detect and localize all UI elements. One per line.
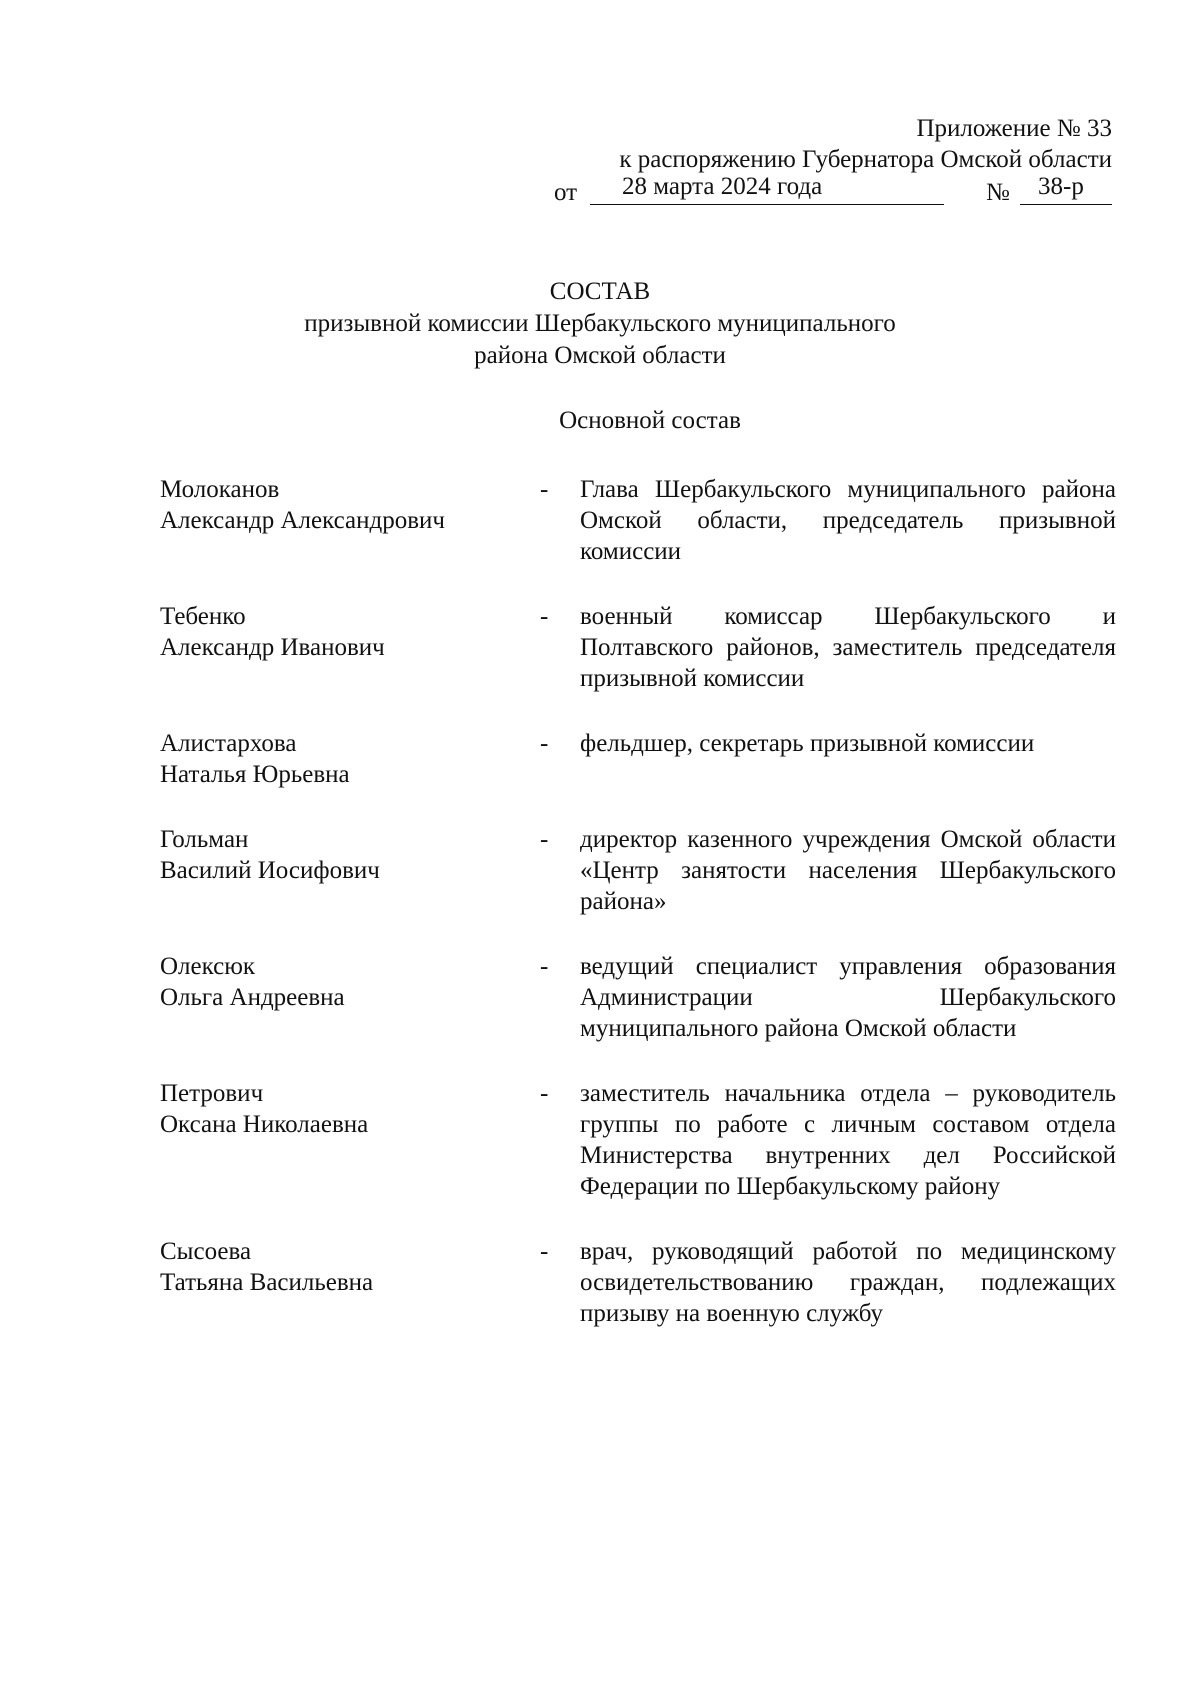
member-surname: Сысоева — [160, 1238, 252, 1265]
member-row — [160, 1236, 1120, 1329]
member-role: фельдшер, секретарь призывной комиссии — [580, 730, 1035, 757]
member-name — [160, 824, 520, 886]
member-dash: - — [540, 826, 549, 853]
number-prefix: № — [986, 179, 1010, 206]
order-date-number-line — [554, 175, 1112, 209]
document-heading — [0, 276, 1200, 372]
member-given-name: Татьяна Васильевна — [160, 1269, 374, 1296]
section-title: Основной состав — [559, 407, 741, 434]
member-surname: Молоканов — [160, 476, 280, 503]
member-given-name: Александр Александрович — [160, 507, 445, 534]
order-date: 28 марта 2024 года — [622, 173, 823, 200]
member-row — [160, 474, 1120, 567]
member-dash: - — [540, 953, 549, 980]
member-row — [160, 601, 1120, 694]
appendix-block — [619, 113, 1112, 175]
member-row — [160, 951, 1120, 1044]
number-underline — [1020, 172, 1112, 205]
member-name — [160, 951, 520, 1013]
member-surname: Алистархова — [160, 730, 297, 757]
member-dash: - — [540, 476, 549, 503]
heading-line-2: района Омской области — [474, 342, 726, 369]
heading-line-1: призывной комиссии Шербакульского муниципального — [304, 310, 896, 337]
member-name — [160, 601, 520, 663]
member-row — [160, 824, 1120, 917]
appendix-number: Приложение № 33 — [916, 115, 1112, 142]
member-surname: Олексюк — [160, 953, 256, 980]
member-surname: Гольман — [160, 826, 249, 853]
member-dash: - — [540, 1080, 549, 1107]
date-prefix: от — [554, 179, 578, 206]
order-number: 38-р — [1038, 173, 1084, 200]
heading-title: СОСТАВ — [549, 278, 651, 305]
member-dash: - — [540, 1238, 549, 1265]
member-row — [160, 1078, 1120, 1202]
member-row — [160, 728, 1120, 790]
members-list — [160, 474, 1120, 1363]
member-given-name: Ольга Андреевна — [160, 984, 345, 1011]
member-given-name: Василий Иосифович — [160, 857, 380, 884]
member-surname: Тебенко — [160, 603, 246, 630]
member-given-name: Оксана Николаевна — [160, 1111, 369, 1138]
member-name — [160, 1236, 520, 1298]
member-surname: Петрович — [160, 1080, 264, 1107]
member-role: врач, руководящий работой по медицинскому освидетельствованию граждан, подлежащих призыву на военную службу — [580, 1238, 1116, 1327]
member-name — [160, 728, 520, 790]
member-role: Глава Шербакульского муниципального района Омской области, председатель призывной комиссии — [580, 476, 1116, 565]
member-role: военный комиссар Шербакульского и Полтавского районов, заместитель председателя призывной комиссии — [580, 603, 1116, 692]
member-name — [160, 474, 520, 536]
order-reference: к распоряжению Губернатора Омской области — [619, 146, 1112, 173]
member-role: ведущий специалист управления образования Администрации Шербакульского муниципального района Омской области — [580, 953, 1116, 1042]
member-dash: - — [540, 603, 549, 630]
member-given-name: Александр Иванович — [160, 634, 385, 661]
member-dash: - — [540, 730, 549, 757]
date-underline — [590, 172, 944, 205]
member-name — [160, 1078, 520, 1140]
member-role: директор казенного учреждения Омской области «Центр занятости населения Шербакульского района» — [580, 826, 1116, 915]
member-given-name: Наталья Юрьевна — [160, 761, 350, 788]
member-role: заместитель начальника отдела – руководитель группы по работе с личным составом отдела Министерства внутренних дел Российской Федерации по Шербакульскому району — [580, 1080, 1116, 1200]
